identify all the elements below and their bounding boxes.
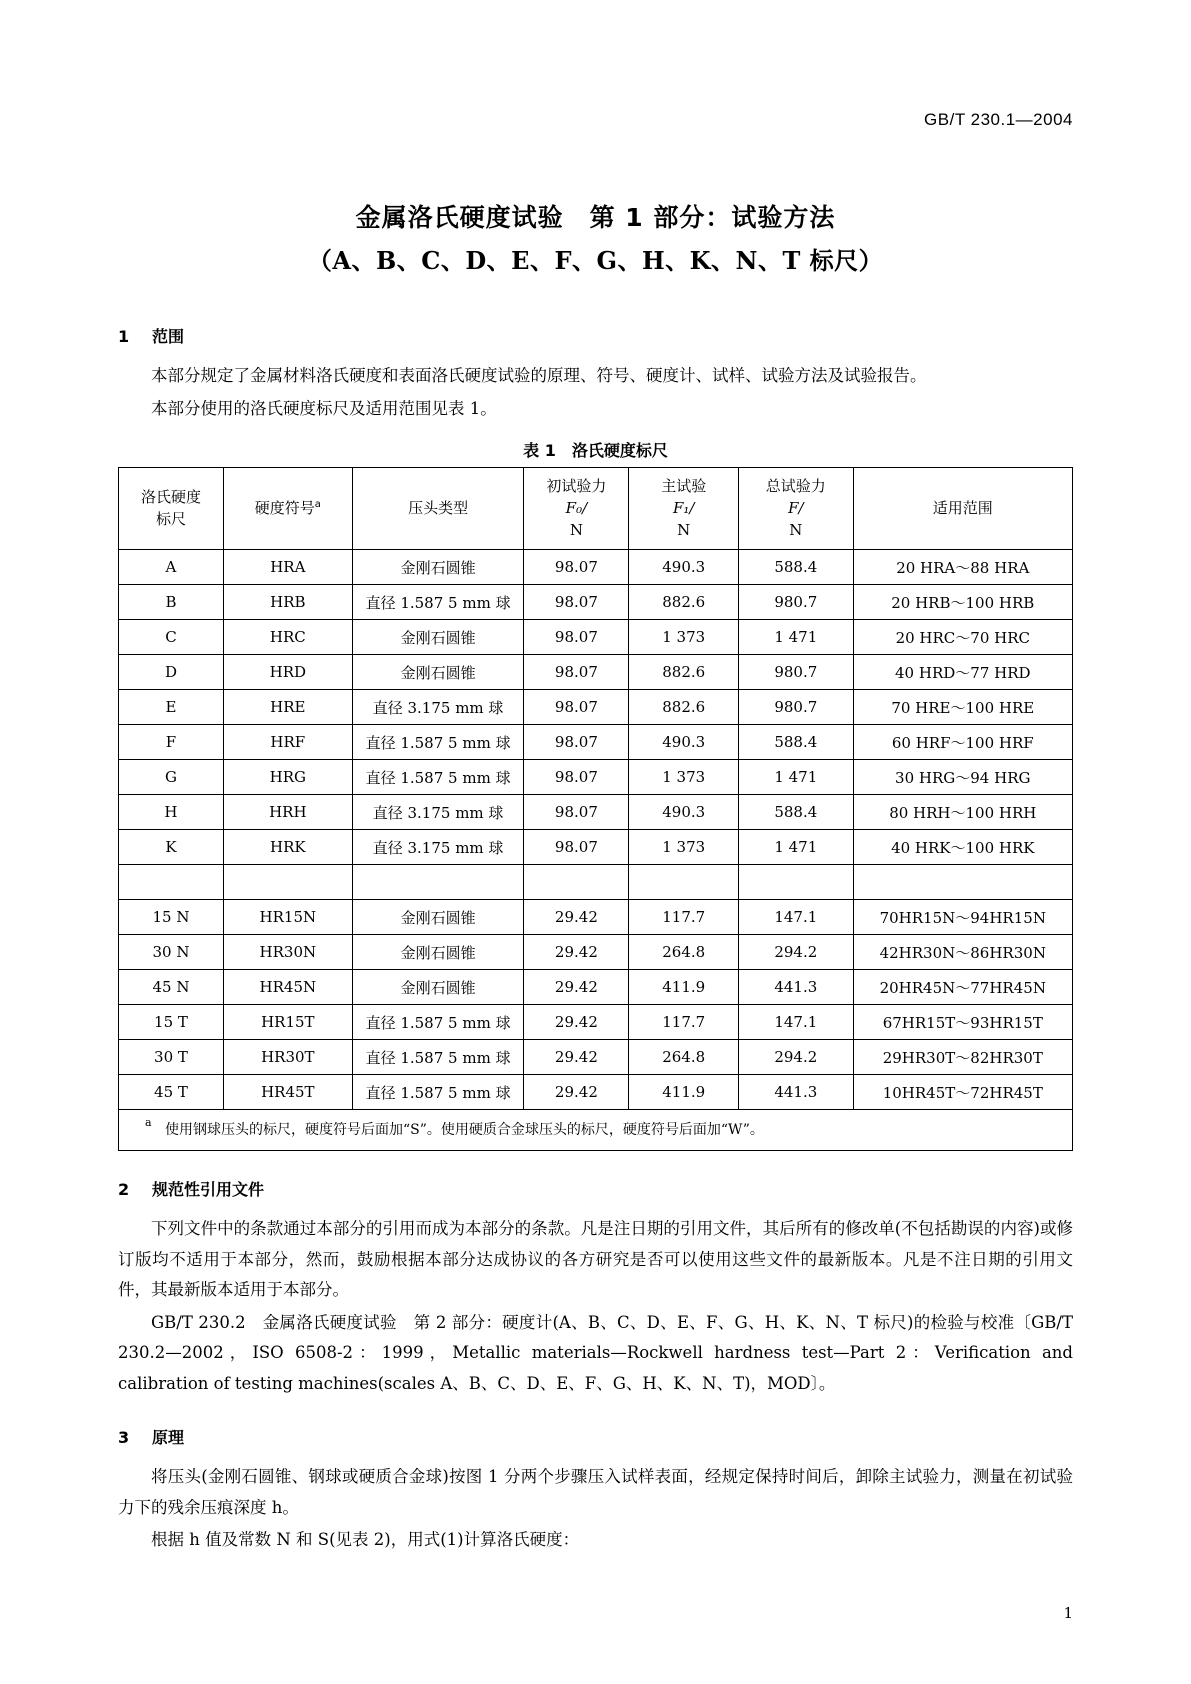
cell-range: 40 HRK～100 HRK <box>853 830 1072 865</box>
cell-f0: 29.42 <box>524 1005 629 1040</box>
cell-f1: 264.8 <box>629 935 739 970</box>
cell-f1: 117.7 <box>629 1005 739 1040</box>
cell-range: 80 HRH～100 HRH <box>853 795 1072 830</box>
th-f-line3: N <box>789 520 803 539</box>
table-row <box>119 550 1073 585</box>
cell-f1: 264.8 <box>629 1040 739 1075</box>
clause-2-paragraph-1: 下列文件中的条款通过本部分的引用而成为本部分的条款。凡是注日期的引用文件，其后所有的修改单(不包括勘误的内容)或修订版均不适用于本部分，然而，鼓励根据本部分达成协议的各方研究是否可以使用这些文件的最新版本。凡是不注日期的引用文件，其最新版本适用于本部分。 <box>118 1219 1073 1300</box>
cell-f: 980.7 <box>739 585 853 620</box>
clause-3-title: 原理 <box>152 1428 185 1448</box>
th-f1-line3: N <box>677 520 691 539</box>
th-f-line2: F/ <box>788 498 804 517</box>
th-range: 适用范围 <box>853 468 1072 550</box>
cell-range: 10HR45T～72HR45T <box>853 1075 1072 1110</box>
clause-1-heading <box>118 324 1073 347</box>
th-symbol-footnote-mark: a <box>314 498 321 510</box>
rockwell-scales-table <box>118 467 1073 1151</box>
page-title: 金属洛氏硬度试验 第 1 部分：试验方法 <box>355 203 836 232</box>
cell-scale: 15 T <box>119 1005 224 1040</box>
cell-indenter: 金刚石圆锥 <box>352 935 524 970</box>
cell-range: 40 HRD～77 HRD <box>853 655 1072 690</box>
cell-symbol: HR15N <box>223 900 352 935</box>
cell-symbol: HRE <box>223 690 352 725</box>
cell-symbol: HR30T <box>223 1040 352 1075</box>
th-f0-line1: 初试验力 <box>546 477 607 496</box>
clause-1-paragraph-1: 本部分规定了金属材料洛氏硬度和表面洛氏硬度试验的原理、符号、硬度计、试样、试验方法及试验报告。 <box>151 366 927 385</box>
cell-f: 588.4 <box>739 550 853 585</box>
cell-range: 20 HRC～70 HRC <box>853 620 1072 655</box>
table-1-header <box>119 468 1073 550</box>
cell-f0: 29.42 <box>524 1075 629 1110</box>
table-1-caption: 表 1 洛氏硬度标尺 <box>523 441 668 461</box>
clause-2-number: 2 <box>118 1180 130 1200</box>
cell-scale: 30 T <box>119 1040 224 1075</box>
cell-f0: 98.07 <box>524 550 629 585</box>
cell-symbol: HRC <box>223 620 352 655</box>
cell-scale: E <box>119 690 224 725</box>
cell-range: 70 HRE～100 HRE <box>853 690 1072 725</box>
footnote-text: 使用钢球压头的标尺，硬度符号后面加“S”。使用硬质合金球压头的标尺，硬度符号后面加“W”。 <box>165 1122 764 1139</box>
cell-indenter: 金刚石圆锥 <box>352 620 524 655</box>
cell-indenter: 金刚石圆锥 <box>352 900 524 935</box>
th-total-force <box>739 468 853 550</box>
th-scale <box>119 468 224 550</box>
cell-range: 29HR30T～82HR30T <box>853 1040 1072 1075</box>
cell-f0: 98.07 <box>524 830 629 865</box>
cell-symbol: HRG <box>223 760 352 795</box>
clause-1-number: 1 <box>118 327 130 346</box>
th-additional-force <box>629 468 739 550</box>
cell-range: 42HR30N～86HR30N <box>853 935 1072 970</box>
clause-3-paragraph-1: 将压头(金刚石圆锥、钢球或硬质合金球)按图 1 分两个步骤压入试样表面，经规定保持时间后，卸除主试验力，测量在初试验力下的残余压痕深度 h。 <box>118 1467 1073 1517</box>
cell-indenter: 直径 1.587 5 mm 球 <box>352 760 524 795</box>
cell-range: 30 HRG～94 HRG <box>853 760 1072 795</box>
th-f0-line2: F₀/ <box>565 498 588 517</box>
cell-scale: 45 N <box>119 970 224 1005</box>
cell-symbol: HR45T <box>223 1075 352 1110</box>
cell-symbol: HRF <box>223 725 352 760</box>
cell-f: 588.4 <box>739 725 853 760</box>
table-row <box>119 585 1073 620</box>
cell-symbol: HRA <box>223 550 352 585</box>
cell-scale: 30 N <box>119 935 224 970</box>
cell-f0: 98.07 <box>524 620 629 655</box>
cell-f0: 98.07 <box>524 585 629 620</box>
cell-f: 588.4 <box>739 795 853 830</box>
cell-f1: 882.6 <box>629 690 739 725</box>
cell-f0: 29.42 <box>524 1040 629 1075</box>
cell-scale: A <box>119 550 224 585</box>
standard-code-header: GB/T 230.1—2004 <box>924 110 1073 129</box>
cell-f: 1 471 <box>739 620 853 655</box>
page-subtitle: （A、B、C、D、E、F、G、H、K、N、T 标尺） <box>307 246 884 275</box>
cell-indenter: 直径 1.587 5 mm 球 <box>352 1040 524 1075</box>
cell-f: 441.3 <box>739 1075 853 1110</box>
cell-f0: 98.07 <box>524 655 629 690</box>
clause-3-paragraph-2: 根据 h 值及常数 N 和 S(见表 2)，用式(1)计算洛氏硬度： <box>151 1530 580 1550</box>
table-row <box>119 690 1073 725</box>
page-number: 1 <box>1063 1604 1073 1622</box>
cell-f0: 98.07 <box>524 760 629 795</box>
cell-indenter: 直径 1.587 5 mm 球 <box>352 1005 524 1040</box>
th-symbol-label: 硬度符号 <box>254 498 315 517</box>
clause-3-heading <box>118 1425 1073 1448</box>
cell-f: 294.2 <box>739 935 853 970</box>
cell-scale: G <box>119 760 224 795</box>
table-footnote-cell <box>119 1110 1073 1151</box>
table-row <box>119 795 1073 830</box>
footnote-mark: a <box>145 1116 152 1130</box>
table-row <box>119 760 1073 795</box>
cell-scale: D <box>119 655 224 690</box>
cell-f1: 411.9 <box>629 970 739 1005</box>
cell-indenter: 直径 1.587 5 mm 球 <box>352 725 524 760</box>
th-scale-line1: 洛氏硬度 <box>140 487 201 506</box>
cell-f1: 882.6 <box>629 655 739 690</box>
clause-1-title: 范围 <box>152 327 185 346</box>
table-header-row <box>119 468 1073 550</box>
cell-scale: K <box>119 830 224 865</box>
cell-indenter: 直径 3.175 mm 球 <box>352 830 524 865</box>
cell-range: 70HR15N～94HR15N <box>853 900 1072 935</box>
table-row <box>119 830 1073 865</box>
cell-indenter: 直径 3.175 mm 球 <box>352 795 524 830</box>
table-row <box>119 1040 1073 1075</box>
cell-range: 20 HRA～88 HRA <box>853 550 1072 585</box>
cell-indenter: 金刚石圆锥 <box>352 550 524 585</box>
cell-f1: 490.3 <box>629 795 739 830</box>
table-row <box>119 900 1073 935</box>
cell-f1: 1 373 <box>629 620 739 655</box>
cell-range: 20 HRB～100 HRB <box>853 585 1072 620</box>
cell-symbol: HRD <box>223 655 352 690</box>
cell-indenter: 直径 3.175 mm 球 <box>352 690 524 725</box>
cell-f: 441.3 <box>739 970 853 1005</box>
cell-scale: C <box>119 620 224 655</box>
cell-range: 60 HRF～100 HRF <box>853 725 1072 760</box>
cell-symbol: HR45N <box>223 970 352 1005</box>
cell-f: 980.7 <box>739 690 853 725</box>
cell-f0: 98.07 <box>524 725 629 760</box>
cell-indenter: 金刚石圆锥 <box>352 655 524 690</box>
table-row <box>119 1005 1073 1040</box>
cell-indenter: 金刚石圆锥 <box>352 970 524 1005</box>
cell-f: 1 471 <box>739 760 853 795</box>
cell-f1: 1 373 <box>629 830 739 865</box>
th-f1-line1: 主试验 <box>661 477 707 496</box>
cell-symbol: HRH <box>223 795 352 830</box>
cell-f: 1 471 <box>739 830 853 865</box>
cell-f1: 1 373 <box>629 760 739 795</box>
clause-1-paragraph-2: 本部分使用的洛氏硬度标尺及适用范围见表 1。 <box>151 398 497 418</box>
cell-scale: F <box>119 725 224 760</box>
table-row <box>119 1075 1073 1110</box>
cell-f1: 411.9 <box>629 1075 739 1110</box>
cell-symbol: HR30N <box>223 935 352 970</box>
cell-f1: 882.6 <box>629 585 739 620</box>
table-row <box>119 655 1073 690</box>
table-group-spacer <box>119 865 1073 900</box>
cell-f: 980.7 <box>739 655 853 690</box>
cell-symbol: HR15T <box>223 1005 352 1040</box>
table-footnote-row <box>119 1110 1073 1151</box>
th-indenter: 压头类型 <box>352 468 524 550</box>
cell-symbol: HRK <box>223 830 352 865</box>
cell-f1: 490.3 <box>629 550 739 585</box>
cell-scale: B <box>119 585 224 620</box>
clause-2-heading <box>118 1177 1073 1200</box>
table-row <box>119 620 1073 655</box>
cell-f0: 29.42 <box>524 970 629 1005</box>
cell-f0: 98.07 <box>524 690 629 725</box>
table-row <box>119 970 1073 1005</box>
cell-indenter: 直径 1.587 5 mm 球 <box>352 585 524 620</box>
cell-f0: 98.07 <box>524 795 629 830</box>
cell-f0: 29.42 <box>524 900 629 935</box>
cell-f: 147.1 <box>739 1005 853 1040</box>
cell-symbol: HRB <box>223 585 352 620</box>
cell-range: 67HR15T～93HR15T <box>853 1005 1072 1040</box>
cell-range: 20HR45N～77HR45N <box>853 970 1072 1005</box>
cell-f: 147.1 <box>739 900 853 935</box>
table-row <box>119 935 1073 970</box>
th-symbol <box>223 468 352 550</box>
table-row <box>119 725 1073 760</box>
cell-f1: 490.3 <box>629 725 739 760</box>
clause-2-title: 规范性引用文件 <box>152 1180 265 1200</box>
cell-f1: 117.7 <box>629 900 739 935</box>
th-f0-line3: N <box>569 520 583 539</box>
cell-f0: 29.42 <box>524 935 629 970</box>
cell-scale: 15 N <box>119 900 224 935</box>
th-f1-line2: F₁/ <box>672 498 695 517</box>
cell-indenter: 直径 1.587 5 mm 球 <box>352 1075 524 1110</box>
clause-3-number: 3 <box>118 1428 130 1448</box>
cell-f: 294.2 <box>739 1040 853 1075</box>
clause-2-reference-gbt2302: GB/T 230.2 金属洛氏硬度试验 第 2 部分：硬度计(A、B、C、D、E、F、G、H、K、N、T 标尺)的检验与校准〔GB/T 230.2—2002，ISO 6508-2：1999，Metallic materials—Rockwell hardness test—Part 2：Verification and calibration of testing machines(scales A、B、C、D、E、F、G、H、K、N、T)，MOD〕。 <box>118 1312 1073 1393</box>
cell-scale: 45 T <box>119 1075 224 1110</box>
th-f-line1: 总试验力 <box>765 477 826 496</box>
table-1-body <box>119 550 1073 1151</box>
th-scale-line2: 标尺 <box>155 509 186 528</box>
th-preliminary-force <box>524 468 629 550</box>
cell-scale: H <box>119 795 224 830</box>
